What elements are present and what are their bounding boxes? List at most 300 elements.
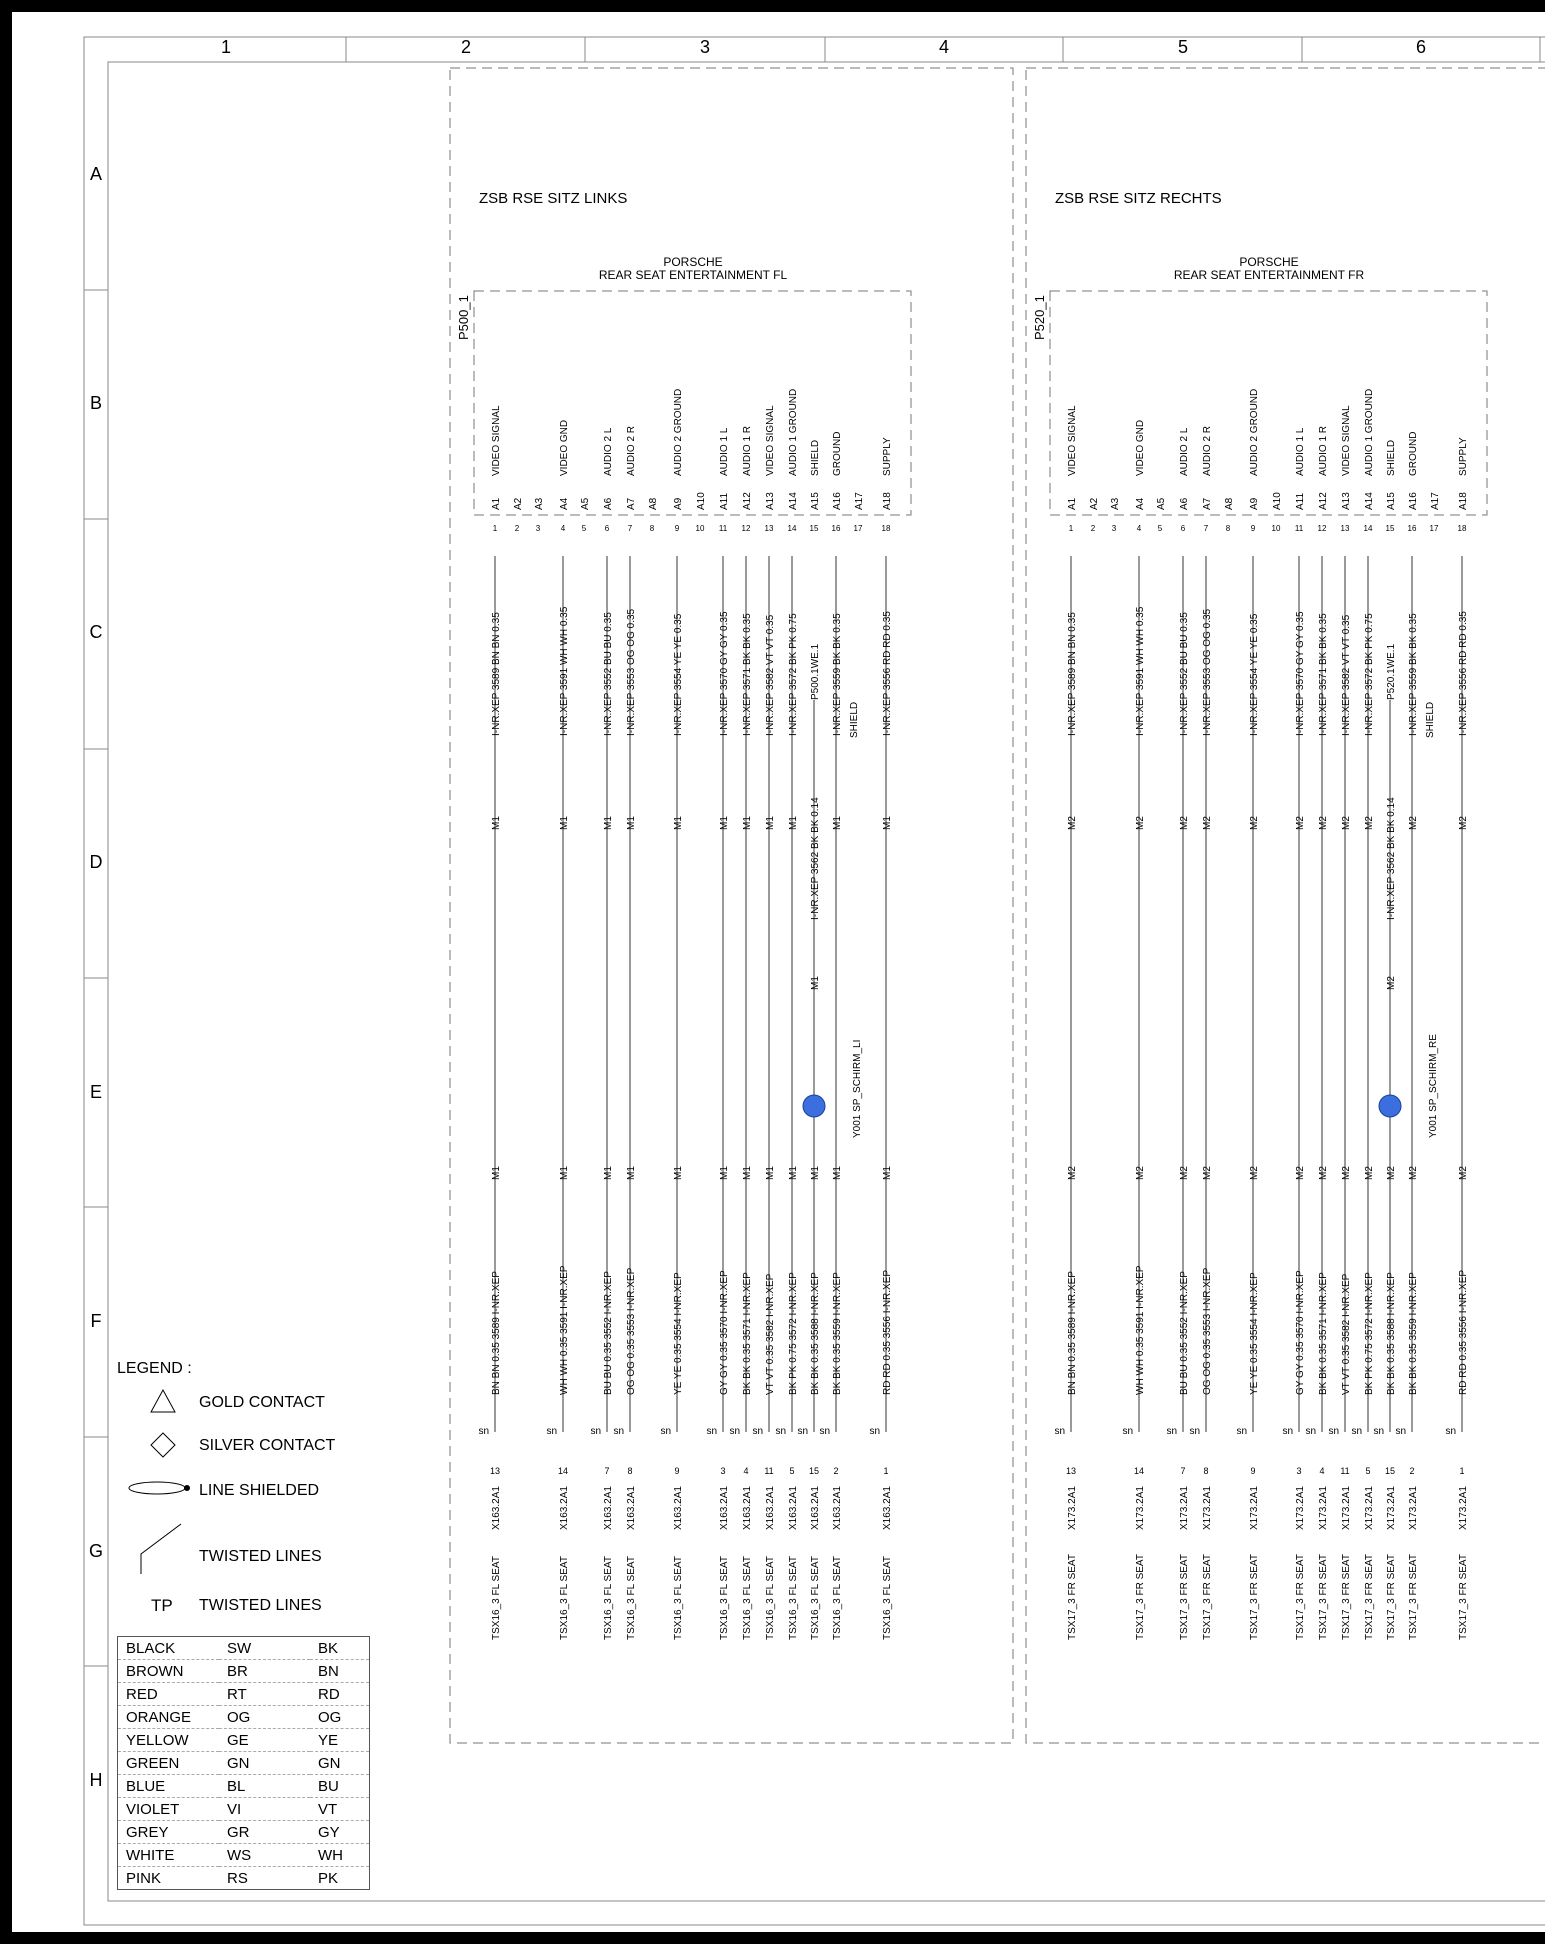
wire-label-top: I-NR.XEP 3556 RD RD 0.35 [1458,611,1469,736]
pin-number: 16 [831,524,841,533]
pin-A4 [1122,420,1146,1640]
dest-connector: TSX17_3 FR SEAT [1408,1554,1419,1640]
dest-pin-number: 13 [1065,1466,1077,1476]
dest-pin: X163.2A1 [765,1486,776,1530]
color-name-en: VIOLET [118,1798,220,1821]
color-code-de: GR [219,1821,310,1844]
color-code-en: WH [310,1844,370,1867]
pin-id: A4 [1135,497,1146,510]
color-code-en: GN [310,1752,370,1775]
harness-label: M1 [673,816,684,830]
dest-connector: TSX17_3 FR SEAT [1341,1554,1352,1640]
harness-label: M1 [810,976,821,990]
pin-A18 [1445,437,1469,1640]
pin-signal-name: AUDIO 1 R [742,425,753,476]
wire-label-bottom: RD RD 0.35 3556 I-NR.XEP [882,1269,893,1395]
color-name-en: WHITE [118,1844,220,1867]
splice-label: Y001 SP_SCHIRM_LI [852,1039,863,1138]
grid-row-E: E [89,1082,103,1102]
dest-connector: TSX16_3 FL SEAT [742,1556,753,1640]
pin-signal-name: SHIELD [1386,439,1397,476]
pin-id: A15 [810,492,821,510]
device-frame [474,291,911,515]
harness-label-lower: M1 [788,1166,799,1180]
gold-contact-icon [149,1388,177,1414]
pin-signal-name: SUPPLY [1458,437,1469,476]
harness-label-lower: M1 [810,1166,821,1180]
sn-label: sn [1373,1426,1384,1437]
color-code-en: BN [310,1660,370,1683]
sn-label: sn [478,1426,489,1437]
dest-connector: TSX16_3 FL SEAT [832,1556,843,1640]
harness-label: M2 [1341,816,1352,830]
pin-A17 [854,492,865,533]
wire-label-top: I-NR.XEP 3556 RD RD 0.35 [882,611,893,736]
pin-signal-name: AUDIO 1 R [1318,425,1329,476]
dest-pin-number: 3 [1296,1466,1302,1476]
harness-label-lower: M1 [559,1166,570,1180]
dest-pin-number: 2 [833,1466,839,1476]
color-code-en: YE [310,1729,370,1752]
pin-number: 5 [581,524,587,533]
wire-label-top: I-NR.XEP 3553 OG OG 0.35 [626,608,637,736]
pin-id: A1 [1067,497,1078,510]
wire-label-top: I-NR.XEP 3589 BN BN 0.35 [491,612,502,736]
pin-id: A6 [1179,497,1190,510]
pin-id: A12 [742,492,753,510]
device-name: REAR SEAT ENTERTAINMENT FL [598,268,788,282]
dest-pin: X163.2A1 [788,1486,799,1530]
pin-id: A11 [719,492,730,510]
harness-label-lower: M2 [1318,1166,1329,1180]
color-code-en: VT [310,1798,370,1821]
dest-pin-number: 13 [489,1466,501,1476]
color-code-row [118,1867,370,1890]
pin-number: 14 [1363,524,1373,533]
color-code-en: BK [310,1637,370,1660]
pin-number: 9 [1250,524,1256,533]
color-code-row [118,1844,370,1867]
pin-id: A10 [1272,492,1283,510]
harness-label-lower: M1 [719,1166,730,1180]
sn-label: sn [729,1426,740,1437]
wire-label-bottom: OG OG 0.35 3553 I-NR.XEP [1202,1267,1213,1395]
wire-label-bottom: YE YE 0.35 3554 I-NR.XEP [673,1272,684,1395]
dest-pin-number: 9 [1250,1466,1256,1476]
pin-number: 16 [1407,524,1417,533]
wire-label-top: I-NR.XEP 3570 GY GY 0.35 [1295,611,1306,736]
dest-connector: TSX17_3 FR SEAT [1364,1554,1375,1640]
pin-A11 [706,427,730,1640]
color-code-de: SW [219,1637,310,1660]
grid-col-2: 2 [460,37,472,57]
harness-label-lower: M1 [626,1166,637,1180]
dest-pin: X173.2A1 [1179,1486,1190,1530]
pin-signal-name: VIDEO GND [1135,419,1146,476]
dest-pin-number: 11 [1340,1466,1350,1476]
wire-label-bottom: BU BU 0.35 3552 I-NR.XEP [603,1271,614,1395]
harness-label: M2 [1179,816,1190,830]
pin-number: 12 [741,524,751,533]
pin-number: 9 [674,524,680,533]
dest-pin: X163.2A1 [673,1486,684,1530]
dest-connector: TSX17_3 FR SEAT [1202,1554,1213,1640]
pin-A1 [1054,405,1078,1640]
harness-label-lower: M1 [742,1166,753,1180]
pin-number: 8 [1225,524,1231,533]
pin-A6 [1166,427,1190,1640]
wire-label-shield: I-NR.XEP 3562 BK BK 0.14 [810,797,821,920]
harness-label: M1 [742,816,753,830]
pin-signal-name: VIDEO SIGNAL [765,405,776,476]
pin-id: A14 [1364,492,1375,510]
wire-label-bottom: VT VT 0.35 3582 I-NR.XEP [765,1273,776,1395]
wire-label-top: I-NR.XEP 3554 YE YE 0.35 [1249,613,1260,736]
legend-line-shielded: LINE SHIELDED [199,1482,320,1499]
harness-label: M2 [1067,816,1078,830]
dest-pin-number: 7 [1180,1466,1186,1476]
dest-pin: X163.2A1 [603,1486,614,1530]
pin-id: A3 [534,497,545,510]
pin-id: A12 [1318,492,1329,510]
dest-pin-number: 8 [1203,1466,1209,1476]
pin-signal-name: AUDIO 2 L [1179,427,1190,476]
pin-A14 [775,389,799,1640]
dest-pin-number: 14 [1133,1466,1145,1476]
pin-id: A18 [1458,492,1469,510]
wire-label-top: I-NR.XEP 3582 VT VT 0.35 [1341,614,1352,736]
wire-label-top: I-NR.XEP 3559 BK BK 0.35 [832,613,843,736]
wire-label-bottom: BN BN 0.35 3589 I-NR.XEP [491,1271,502,1395]
wire-label-top: I-NR.XEP 3571 BK BK 0.35 [742,613,753,736]
wire-label-top: I-NR.XEP 3552 BU BU 0.35 [603,612,614,736]
device-maker: PORSCHE [663,255,723,269]
color-code-row [118,1775,370,1798]
pin-id: A13 [1341,492,1352,510]
pin-id: A16 [832,492,843,510]
pin-number: 14 [787,524,797,533]
dest-connector: TSX16_3 FL SEAT [603,1556,614,1640]
dest-pin: X173.2A1 [1386,1486,1397,1530]
dest-connector: TSX16_3 FL SEAT [673,1556,684,1640]
pin-number: 17 [853,524,863,533]
pin-id: A11 [1295,492,1306,510]
wire-label-bottom: RD RD 0.35 3556 I-NR.XEP [1458,1269,1469,1395]
harness-label: M1 [882,816,893,830]
silver-contact-icon [149,1431,177,1459]
dest-pin: X163.2A1 [882,1486,893,1530]
sn-label: sn [613,1426,624,1437]
color-code-row [118,1821,370,1844]
pin-signal-name: AUDIO 2 GROUND [673,388,684,476]
device-frame [1050,291,1487,515]
pin-number: 7 [627,524,633,533]
color-code-de: RT [219,1683,310,1706]
wire-label-bottom: GY GY 0.35 3570 I-NR.XEP [1295,1270,1306,1395]
color-code-de: GN [219,1752,310,1775]
pin-id: A7 [1202,497,1213,510]
sn-label: sn [706,1426,717,1437]
dest-pin: X163.2A1 [626,1486,637,1530]
pin-A4 [546,420,570,1640]
wire-label-bottom: WH WH 0.35 3591 I-NR.XEP [1135,1265,1146,1395]
harness-label-lower: M1 [603,1166,614,1180]
grid-col-6: 6 [1415,37,1427,57]
pin-signal-name: AUDIO 2 L [603,427,614,476]
harness-label-lower: M1 [673,1166,684,1180]
sn-label: sn [752,1426,763,1437]
sn-label: sn [546,1426,557,1437]
pin-number: 13 [764,524,774,533]
pin-number: 10 [1271,524,1281,533]
grid-col-4: 4 [938,37,950,57]
harness-label: M2 [1249,816,1260,830]
shield-label: SHIELD [849,701,860,738]
sn-label: sn [1236,1426,1247,1437]
harness-label: M2 [1364,816,1375,830]
pin-number: 13 [1340,524,1350,533]
module-frame [450,68,1013,1743]
harness-label-lower: M2 [1408,1166,1419,1180]
harness-label-lower: M2 [1135,1166,1146,1180]
dest-connector: TSX16_3 FL SEAT [788,1556,799,1640]
dest-pin: X163.2A1 [742,1486,753,1530]
connector-id: P500_1 [456,295,471,340]
connector-id: P520_1 [1032,295,1047,340]
harness-label: M1 [626,816,637,830]
pin-signal-name: AUDIO 2 GROUND [1249,388,1260,476]
harness-label: M2 [1386,976,1397,990]
harness-label: M2 [1318,816,1329,830]
pin-id: A15 [1386,492,1397,510]
dest-connector: TSX16_3 FL SEAT [559,1556,570,1640]
dest-pin-number: 4 [743,1466,749,1476]
color-code-de: GE [219,1729,310,1752]
pin-id: A16 [1408,492,1419,510]
harness-label: M1 [832,816,843,830]
sn-label: sn [590,1426,601,1437]
pin-id: A4 [559,497,570,510]
color-code-row [118,1683,370,1706]
pin-number: 2 [514,524,520,533]
pin-number: 2 [1090,524,1096,533]
legend-gold-contact: GOLD CONTACT [199,1394,325,1411]
pin-number: 3 [535,524,541,533]
wire-label-top: I-NR.XEP 3589 BN BN 0.35 [1067,612,1078,736]
sn-label: sn [660,1426,671,1437]
pin-A9 [660,389,684,1640]
grid-row-A: A [89,164,103,184]
harness-label: M1 [491,816,502,830]
pin-A6 [590,427,614,1640]
color-code-de: BL [219,1775,310,1798]
wire-label-top: I-NR.XEP 3552 BU BU 0.35 [1179,612,1190,736]
harness-label-lower: M1 [832,1166,843,1180]
line-shielded-icon [127,1478,193,1498]
color-code-row [118,1706,370,1729]
harness-label: M1 [603,816,614,830]
dest-pin-number: 5 [789,1466,795,1476]
color-code-en: GY [310,1821,370,1844]
pin-A10 [696,492,707,533]
dest-connector: TSX17_3 FR SEAT [1135,1554,1146,1640]
dest-connector: TSX17_3 FR SEAT [1067,1554,1078,1640]
pin-number: 11 [1294,524,1304,533]
pin-number: 17 [1429,524,1439,533]
dest-pin-number: 8 [627,1466,633,1476]
harness-label-lower: M2 [1364,1166,1375,1180]
pin-id: A14 [788,492,799,510]
dest-pin-number: 15 [808,1466,820,1476]
wire-label-top: I-NR.XEP 3572 BK PK 0.75 [1364,613,1375,736]
color-name-en: YELLOW [118,1729,220,1752]
pin-number: 6 [1180,524,1186,533]
pin-A7 [613,426,637,1640]
color-name-en: GREY [118,1821,220,1844]
pin-id: A9 [673,497,684,510]
sn-label: sn [1395,1426,1406,1437]
sn-label: sn [1189,1426,1200,1437]
dest-connector: TSX17_3 FR SEAT [1318,1554,1329,1640]
harness-label: M2 [1458,816,1469,830]
wire-label-bottom: YE YE 0.35 3554 I-NR.XEP [1249,1272,1260,1395]
wire-label-top: I-NR.XEP 3591 WH WH 0.35 [1135,606,1146,736]
grid-row-B: B [89,393,103,413]
harness-label: M1 [765,816,776,830]
color-code-de: RS [219,1867,310,1890]
dest-connector: TSX16_3 FL SEAT [765,1556,776,1640]
wire-label-top: I-NR.XEP 3571 BK BK 0.35 [1318,613,1329,736]
dest-pin: X163.2A1 [810,1486,821,1530]
wire-label-shield: I-NR.XEP 3562 BK BK 0.14 [1386,797,1397,920]
harness-label-lower: M2 [1295,1166,1306,1180]
color-name-en: BROWN [118,1660,220,1683]
color-code-row [118,1729,370,1752]
dest-pin: X163.2A1 [719,1486,730,1530]
pin-number: 15 [809,524,819,533]
grid-col-3: 3 [699,37,711,57]
dest-pin: X173.2A1 [1458,1486,1469,1530]
dest-connector: TSX16_3 FL SEAT [810,1556,821,1640]
color-code-en: BU [310,1775,370,1798]
pin-signal-name: AUDIO 1 L [1295,427,1306,476]
grid-col-1: 1 [220,37,232,57]
dest-connector: TSX16_3 FL SEAT [491,1556,502,1640]
dest-pin-number: 3 [720,1466,726,1476]
pin-signal-name: VIDEO SIGNAL [1067,405,1078,476]
pin-number: 8 [649,524,655,533]
wire-label-bottom: OG OG 0.35 3553 I-NR.XEP [626,1267,637,1395]
wire-label-bottom: BK BK 0.35 3588 I-NR.XEP [810,1272,821,1395]
harness-label-lower: M2 [1067,1166,1078,1180]
color-code-row [118,1798,370,1821]
harness-label: M2 [1202,816,1213,830]
legend-twisted-lines: TWISTED LINES [199,1548,322,1565]
color-code-de: BR [219,1660,310,1683]
harness-label-lower: M2 [1202,1166,1213,1180]
harness-label: M2 [1295,816,1306,830]
wire-label-top: I-NR.XEP 3570 GY GY 0.35 [719,611,730,736]
module-title: ZSB RSE SITZ LINKS [479,190,628,207]
dest-connector: TSX16_3 FL SEAT [626,1556,637,1640]
harness-label: M1 [719,816,730,830]
pin-A12 [1305,426,1329,1640]
color-code-row [118,1660,370,1683]
pin-signal-name: GROUND [832,431,843,476]
pin-id: A13 [765,492,776,510]
dest-pin: X173.2A1 [1364,1486,1375,1530]
wire-label-top: I-NR.XEP 3553 OG OG 0.35 [1202,608,1213,736]
wire-label-bottom: BU BU 0.35 3552 I-NR.XEP [1179,1271,1190,1395]
module-rechts [1026,68,1545,1743]
sn-label: sn [819,1426,830,1437]
harness-label-lower: M1 [882,1166,893,1180]
pin-id: A8 [1224,497,1235,510]
pin-number: 4 [1136,524,1142,533]
sn-label: sn [1445,1426,1456,1437]
legend-silver-contact: SILVER CONTACT [199,1437,336,1454]
dest-pin: X173.2A1 [1135,1486,1146,1530]
color-code-en: RD [310,1683,370,1706]
pin-signal-name: VIDEO GND [559,419,570,476]
dest-connector: TSX17_3 FR SEAT [1179,1554,1190,1640]
dest-pin-number: 1 [883,1466,889,1476]
tp-symbol: TP [151,1596,173,1615]
pin-id: A1 [491,497,502,510]
dest-connector: TSX16_3 FL SEAT [719,1556,730,1640]
wire-label-bottom: VT VT 0.35 3582 I-NR.XEP [1341,1273,1352,1395]
wire-label-top: I-NR.XEP 3572 BK PK 0.75 [788,613,799,736]
harness-label: M1 [788,816,799,830]
device-maker: PORSCHE [1239,255,1299,269]
splice-label: Y001 SP_SCHIRM_RE [1428,1034,1439,1138]
color-code-de: VI [219,1798,310,1821]
pin-A11 [1282,427,1306,1640]
color-code-table [117,1636,370,1890]
pin-signal-name: AUDIO 2 R [1202,425,1213,476]
legend [117,1356,377,1626]
pin-id: A7 [626,497,637,510]
harness-label-lower: M2 [1249,1166,1260,1180]
wire-label-bottom: BK BK 0.35 3559 I-NR.XEP [832,1272,843,1395]
dest-pin: X173.2A1 [1341,1486,1352,1530]
pin-number: 1 [492,524,498,533]
dest-pin-number: 15 [1384,1466,1396,1476]
module-title: ZSB RSE SITZ RECHTS [1055,190,1222,207]
wire-label-bottom: BK PK 0.75 3572 I-NR.XEP [1364,1272,1375,1395]
harness-label-lower: M2 [1458,1166,1469,1180]
pin-signal-name: AUDIO 1 GROUND [1364,388,1375,476]
pin-id: A10 [696,492,707,510]
wire-label-bottom: BK BK 0.35 3571 I-NR.XEP [742,1272,753,1395]
pin-id: A9 [1249,497,1260,510]
dest-pin-number: 14 [557,1466,569,1476]
pin-id: A5 [1156,497,1167,510]
wire-label-bottom: BK BK 0.35 3571 I-NR.XEP [1318,1272,1329,1395]
dest-connector: TSX17_3 FR SEAT [1295,1554,1306,1640]
wire-label-bottom: BN BN 0.35 3589 I-NR.XEP [1067,1271,1078,1395]
pin-A13 [1328,405,1352,1640]
dest-pin: X173.2A1 [1067,1486,1078,1530]
harness-label-lower: M2 [1179,1166,1190,1180]
color-code-de: WS [219,1844,310,1867]
color-code-en: PK [310,1867,370,1890]
color-name-en: RED [118,1683,220,1706]
shield-tag: P500.1WE.1 [810,643,821,700]
pin-id: A5 [580,497,591,510]
legend-title: LEGEND : [117,1360,192,1377]
dest-connector: TSX17_3 FR SEAT [1249,1554,1260,1640]
